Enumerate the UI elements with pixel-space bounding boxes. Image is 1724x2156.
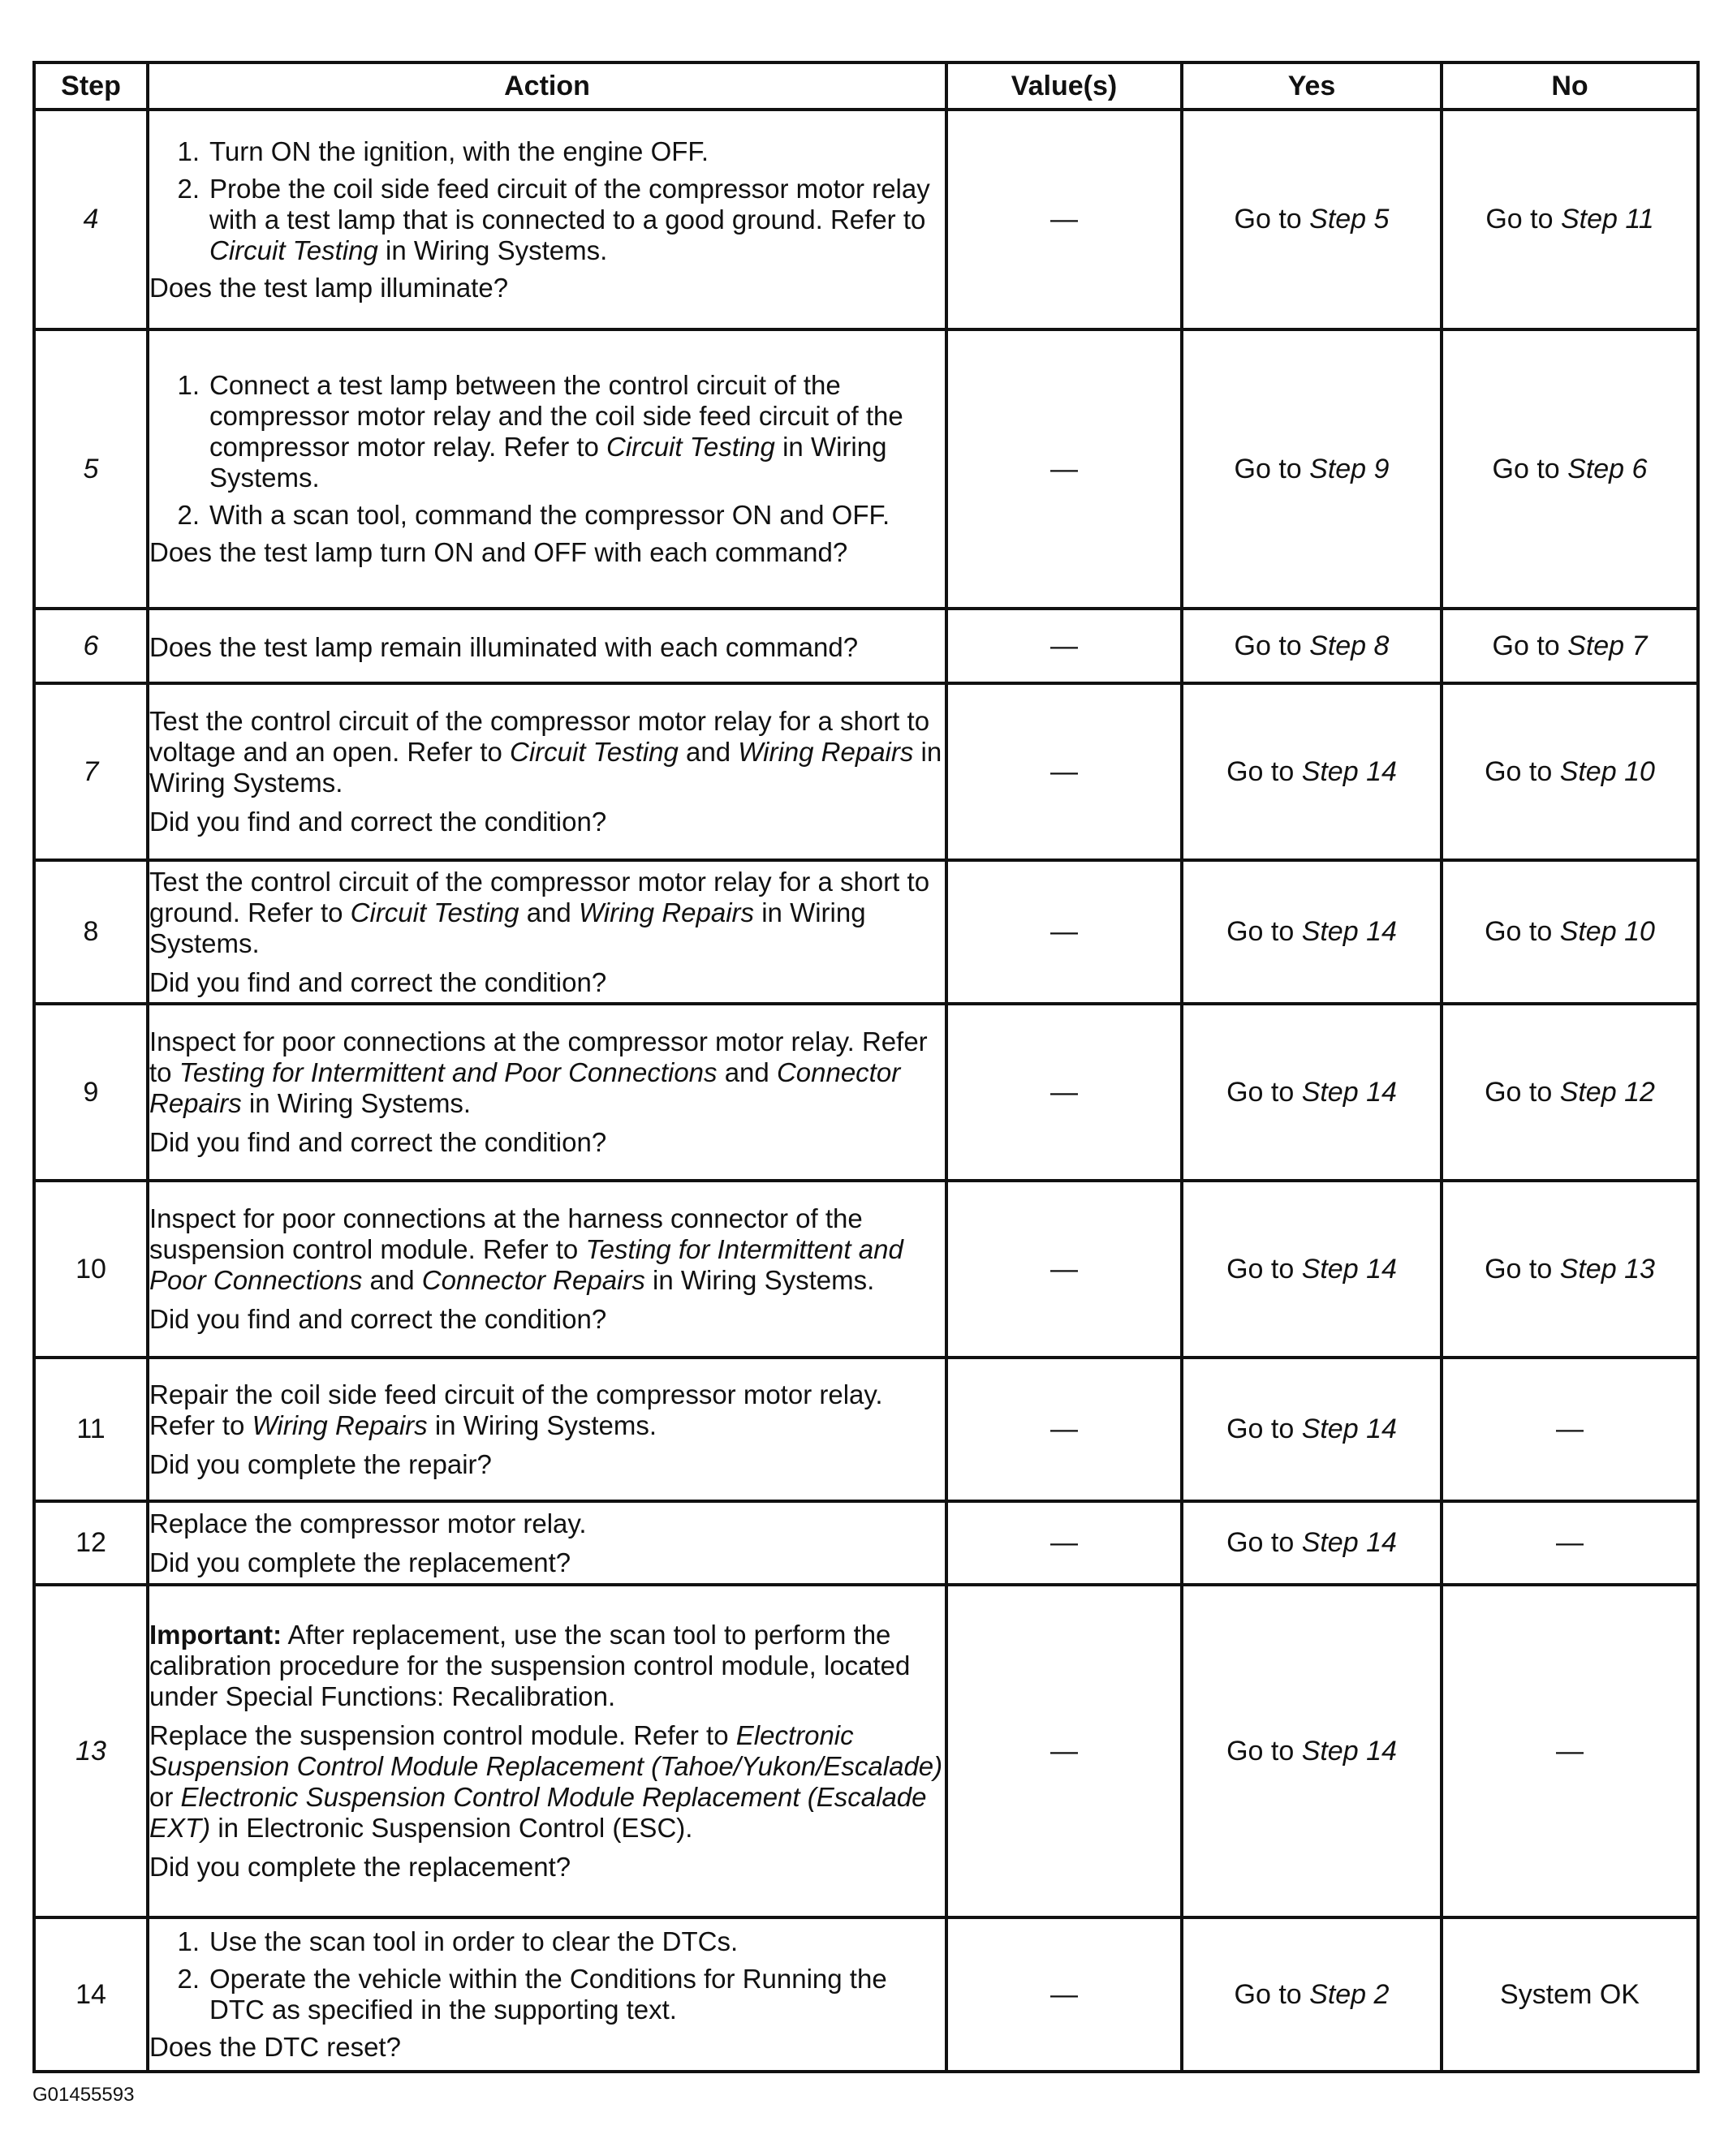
action-text: Inspect for poor connections at the harness connector of the suspension control module. Refer to Testing for Intermittent and Poor Connections and Connector Repairs in Wiring Systems. (149, 1203, 903, 1295)
action-question: Did you find and correct the condition? (149, 807, 607, 837)
table-row (34, 110, 1698, 329)
value-cell: — (946, 1004, 1182, 1181)
step-number: 4 (34, 110, 148, 329)
action-question: Does the test lamp illuminate? (149, 272, 509, 303)
action-cell (148, 1181, 946, 1358)
action-cell (148, 683, 946, 860)
action-cell (148, 860, 946, 1004)
header-yes: Yes (1182, 62, 1442, 110)
step-number: 10 (34, 1181, 148, 1358)
yes-cell: Go to Step 14 (1182, 1358, 1442, 1501)
table-row (34, 329, 1698, 609)
table-row (34, 1501, 1698, 1585)
action-cell (148, 1358, 946, 1501)
value-cell: — (946, 683, 1182, 860)
action-item-text: Use the scan tool in order to clear the DTCs. (209, 1926, 739, 1956)
action-item-text: Connect a test lamp between the control circuit of the compressor motor relay and the coil side feed circuit of the compressor motor relay. Refer to Circuit Testing in Wiring Systems. (209, 370, 903, 493)
list-item: 2. Operate the vehicle within the Conditions for Running the DTC as specified in the supporting text. (149, 1964, 945, 2025)
action-text: Inspect for poor connections at the compressor motor relay. Refer to Testing for Intermittent and Poor Connections and Connector Repairs in Wiring Systems. (149, 1026, 928, 1118)
value-cell: — (946, 1358, 1182, 1501)
value-cell: — (946, 329, 1182, 609)
list-item: 2. Probe the coil side feed circuit of the compressor motor relay with a test lamp that is connected to a good ground. Refer to Circuit Testing in Wiring Systems. (149, 174, 945, 266)
list-item: 1. Turn ON the ignition, with the engine OFF. (149, 136, 945, 167)
value-cell: — (946, 609, 1182, 683)
no-cell: — (1442, 1585, 1698, 1917)
action-text: Test the control circuit of the compressor motor relay for a short to ground. Refer to Circuit Testing and Wiring Repairs in Wiring Systems. (149, 866, 930, 958)
table-row (34, 1917, 1698, 2072)
value-cell: — (946, 860, 1182, 1004)
no-cell: — (1442, 1501, 1698, 1585)
no-cell: Go to Step 11 (1442, 110, 1698, 329)
value-cell: — (946, 1917, 1182, 2072)
step-number: 6 (34, 609, 148, 683)
yes-cell: Go to Step 9 (1182, 329, 1442, 609)
value-cell: — (946, 110, 1182, 329)
table-row (34, 609, 1698, 683)
action-cell (148, 1004, 946, 1181)
yes-cell: Go to Step 14 (1182, 1585, 1442, 1917)
action-text: Replace the suspension control module. Refer to Electronic Suspension Control Module Replacement (Tahoe/Yukon/Escalade) or Electronic Suspension Control Module Replacement (Escalade EXT) in Electronic Suspension Control (ESC). (149, 1720, 943, 1843)
list-item: 1. Use the scan tool in order to clear the DTCs. (149, 1926, 945, 1957)
table-row (34, 1358, 1698, 1501)
action-cell (148, 1585, 946, 1917)
value-cell: — (946, 1181, 1182, 1358)
table-row (34, 1181, 1698, 1358)
action-item-text: Turn ON the ignition, with the engine OFF. (209, 136, 709, 166)
yes-cell: Go to Step 14 (1182, 683, 1442, 860)
list-item: 1. Connect a test lamp between the control circuit of the compressor motor relay and the coil side feed circuit of the compressor motor relay. Refer to Circuit Testing in Wiring Systems. (149, 370, 945, 493)
figure-id: G01455593 (32, 2084, 135, 2106)
step-number: 14 (34, 1917, 148, 2072)
no-cell: Go to Step 12 (1442, 1004, 1698, 1181)
important-note (149, 1620, 945, 1712)
list-item: 2. With a scan tool, command the compressor ON and OFF. (149, 500, 945, 531)
action-cell (148, 329, 946, 609)
step-number: 7 (34, 683, 148, 860)
action-cell (148, 1917, 946, 2072)
header-values: Value(s) (946, 62, 1182, 110)
no-cell: Go to Step 7 (1442, 609, 1698, 683)
yes-cell: Go to Step 14 (1182, 1501, 1442, 1585)
action-text: Test the control circuit of the compressor motor relay for a short to voltage and an open. Refer to Circuit Testing and Wiring Repairs in Wiring Systems. (149, 706, 942, 798)
action-cell (148, 609, 946, 683)
action-question: Did you complete the repair? (149, 1448, 492, 1479)
action-text: Repair the coil side feed circuit of the compressor motor relay. Refer to Wiring Repairs in Wiring Systems. (149, 1379, 883, 1440)
yes-cell: Go to Step 2 (1182, 1917, 1442, 2072)
action-text: Replace the compressor motor relay. (149, 1508, 587, 1538)
yes-cell: Go to Step 14 (1182, 1004, 1442, 1181)
yes-cell: Go to Step 5 (1182, 110, 1442, 329)
action-item-text: Probe the coil side feed circuit of the compressor motor relay with a test lamp that is connected to a good ground. Refer to Circuit Testing in Wiring Systems. (209, 173, 930, 265)
important-label: Important: (149, 1620, 282, 1650)
action-cell (148, 1501, 946, 1585)
diagnostic-table (32, 61, 1700, 2073)
action-question: Does the test lamp remain illuminated with each command? (149, 632, 859, 662)
no-cell: Go to Step 10 (1442, 860, 1698, 1004)
no-cell: Go to Step 6 (1442, 329, 1698, 609)
step-number: 5 (34, 329, 148, 609)
action-item-text: With a scan tool, command the compressor ON and OFF. (209, 500, 890, 530)
action-question: Does the test lamp turn ON and OFF with each command? (149, 537, 848, 567)
step-number: 12 (34, 1501, 148, 1585)
important-text: After replacement, use the scan tool to perform the calibration procedure for the suspension control module, located under Special Functions: Recalibration. (149, 1620, 911, 1711)
no-cell: Go to Step 10 (1442, 683, 1698, 860)
action-question: Does the DTC reset? (149, 2032, 401, 2062)
action-question: Did you complete the replacement? (149, 1547, 571, 1577)
header-no: No (1442, 62, 1698, 110)
no-cell: — (1442, 1358, 1698, 1501)
header-action: Action (148, 62, 946, 110)
step-number: 9 (34, 1004, 148, 1181)
table-row (34, 1004, 1698, 1181)
step-number: 8 (34, 860, 148, 1004)
yes-cell: Go to Step 14 (1182, 860, 1442, 1004)
header-row (34, 62, 1698, 110)
yes-cell: Go to Step 14 (1182, 1181, 1442, 1358)
action-question: Did you find and correct the condition? (149, 1304, 607, 1334)
action-item-text: Operate the vehicle within the Conditions for Running the DTC as specified in the supporting text. (209, 1964, 887, 2025)
yes-cell: Go to Step 8 (1182, 609, 1442, 683)
action-question: Did you find and correct the condition? (149, 966, 607, 997)
no-cell: System OK (1442, 1917, 1698, 2072)
action-question: Did you complete the replacement? (149, 1852, 571, 1882)
no-cell: Go to Step 13 (1442, 1181, 1698, 1358)
table-row (34, 860, 1698, 1004)
header-step: Step (34, 62, 148, 110)
action-cell (148, 110, 946, 329)
step-number: 13 (34, 1585, 148, 1917)
table-row (34, 1585, 1698, 1917)
action-question: Did you find and correct the condition? (149, 1127, 607, 1157)
table-row (34, 683, 1698, 860)
value-cell: — (946, 1501, 1182, 1585)
value-cell: — (946, 1585, 1182, 1917)
step-number: 11 (34, 1358, 148, 1501)
